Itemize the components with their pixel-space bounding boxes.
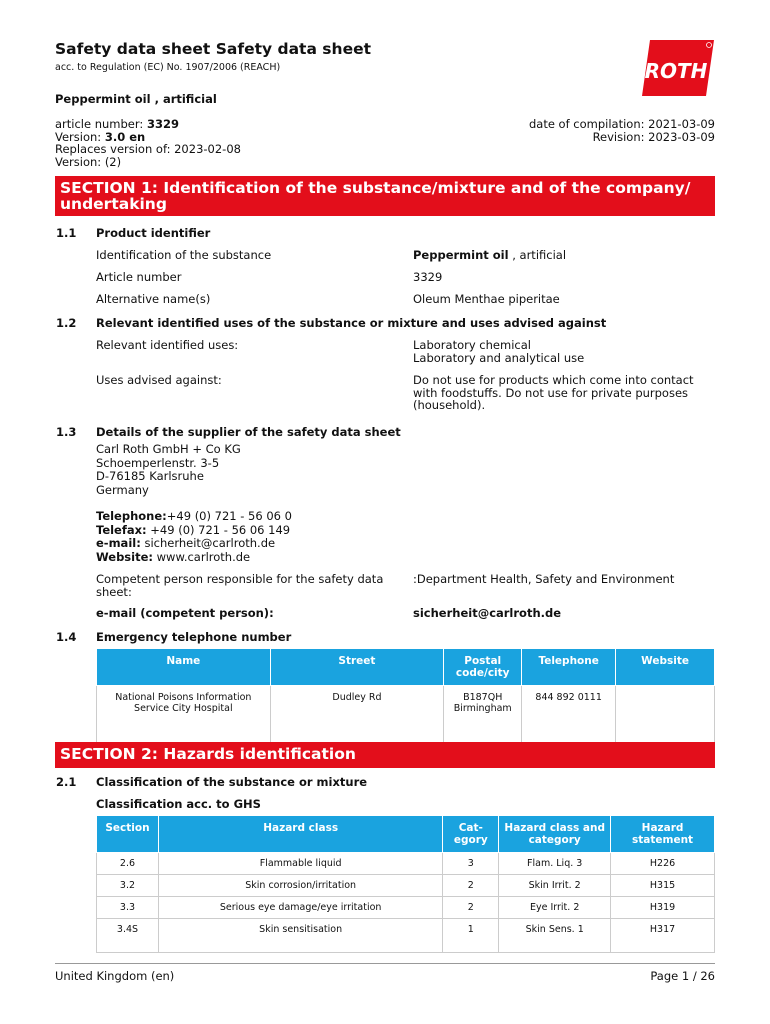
article-number: article number: 3329: [55, 117, 179, 131]
table-cell: Flam. Liq. 3: [499, 853, 611, 875]
table-row: [97, 875, 715, 897]
table-cell: Eye Irrit. 2: [499, 897, 611, 919]
section1-header: SECTION 1: Identification of the substance/mixture and of the company/ undertaking: [55, 176, 715, 216]
subsection-title: Emergency telephone number: [96, 630, 292, 644]
table-row: [97, 897, 715, 919]
document-meta-right: [529, 118, 715, 143]
field-label: Relevant identified uses:: [96, 338, 239, 352]
table-cell: 3: [443, 853, 499, 875]
table-cell: [616, 686, 715, 748]
subsection-number: 1.4: [56, 630, 77, 644]
table-cell: 2: [443, 897, 499, 919]
column-header: Postal code/city: [444, 649, 522, 686]
supplier-address: Carl Roth GmbH + Co KG Schoemperlenstr. 3-5 D-76185 Karlsruhe Germany: [96, 442, 241, 497]
column-header: Cat-egory: [443, 816, 499, 853]
column-header: Hazard class and category: [499, 816, 611, 853]
subsection-number: 1.3: [56, 425, 77, 439]
table-cell: H315: [611, 875, 715, 897]
field-value: Laboratory chemical Laboratory and analytical use: [413, 338, 585, 365]
telefax: Telefax: +49 (0) 721 - 56 06 149: [96, 522, 291, 537]
table-cell: H317: [611, 919, 715, 953]
field-label: Uses advised against:: [96, 373, 222, 387]
revision-date: Revision: 2023-03-09: [592, 129, 715, 144]
replaces-version-number: Version: (2): [55, 154, 122, 169]
roth-logo: [642, 40, 714, 96]
table-cell: 844 892 0111: [522, 686, 616, 748]
footer-divider: [55, 963, 715, 964]
table-cell: 1: [443, 919, 499, 953]
document-meta-left: [55, 118, 241, 168]
field-label: Identification of the substance: [96, 248, 272, 262]
subsection-title: Details of the supplier of the safety data sheet: [96, 425, 401, 439]
replaces-version: Replaces version of: 2023-02-08: [55, 142, 241, 156]
field-label: Alternative name(s): [96, 292, 211, 306]
subsection-number: 2.1: [56, 775, 77, 789]
table-cell: H226: [611, 853, 715, 875]
table-cell: 3.2: [97, 875, 159, 897]
table-cell: Dudley Rd: [270, 686, 444, 748]
column-header: Website: [616, 649, 715, 686]
table-cell: National Poisons Information Service City Hospital: [97, 686, 271, 748]
field-value: Peppermint oil , artificial: [413, 248, 567, 262]
column-header: Telephone: [522, 649, 616, 686]
document-title: Safety data sheet Safety data sheet: [55, 40, 372, 58]
field-value: Oleum Menthae piperitae: [413, 292, 560, 306]
table-header-row: [97, 649, 715, 686]
field-label: Article number: [96, 270, 182, 284]
column-header: Hazard statement: [611, 816, 715, 853]
column-header: Street: [270, 649, 444, 686]
table-cell: Serious eye damage/eye irritation: [158, 897, 442, 919]
table-row: [97, 686, 715, 748]
field-label: e-mail (competent person):: [96, 606, 274, 620]
column-header: Name: [97, 649, 271, 686]
page-number: Page 1 / 26: [650, 969, 715, 983]
website-link[interactable]: Website: www.carlroth.de: [96, 549, 251, 564]
table-cell: Skin Irrit. 2: [499, 875, 611, 897]
product-name: Peppermint oil , artificial: [55, 92, 217, 106]
version: Version: 3.0 en: [55, 129, 146, 144]
column-header: Section: [97, 816, 159, 853]
section2-header: SECTION 2: Hazards identification: [55, 742, 715, 768]
table-header-row: [97, 816, 715, 853]
field-value: :Department Health, Safety and Environment: [413, 572, 675, 586]
logo-text: ROTH: [644, 59, 708, 83]
telephone: Telephone:+49 (0) 721 - 56 06 0: [96, 509, 292, 523]
field-value: 3329: [413, 270, 443, 284]
field-value: Do not use for products which come into contact with foodstuffs. Do not use for private purposes (household).: [413, 373, 694, 412]
table-cell: 2.6: [97, 853, 159, 875]
regulation-text: acc. to Regulation (EC) No. 1907/2006 (REACH): [55, 62, 281, 73]
table-cell: H319: [611, 897, 715, 919]
table-cell: Skin sensitisation: [158, 919, 442, 953]
footer-country: United Kingdom (en): [55, 969, 175, 983]
ghs-classification-table: [96, 815, 715, 953]
subsection-number: 1.1: [56, 226, 77, 240]
table-row: [97, 919, 715, 953]
email-link[interactable]: e-mail: sicherheit@carlroth.de: [96, 536, 276, 550]
table-cell: Skin corrosion/irritation: [158, 875, 442, 897]
subsection-title: Relevant identified uses of the substance or mixture and uses advised against: [96, 316, 607, 330]
table-cell: Flammable liquid: [158, 853, 442, 875]
table-row: [97, 853, 715, 875]
table-cell: 3.3: [97, 897, 159, 919]
supplier-contacts: [96, 510, 292, 564]
subsection-title: Product identifier: [96, 226, 211, 240]
field-label: Competent person responsible for the safety data sheet:: [96, 572, 384, 599]
competent-email-link[interactable]: sicherheit@carlroth.de: [413, 606, 562, 620]
table-cell: Skin Sens. 1: [499, 919, 611, 953]
subsection-title: Classification of the substance or mixture: [96, 775, 368, 789]
table-cell: 3.4S: [97, 919, 159, 953]
column-header: Hazard class: [158, 816, 442, 853]
ghs-title: Classification acc. to GHS: [96, 797, 261, 811]
subsection-number: 1.2: [56, 316, 77, 330]
compilation-date: date of compilation: 2021-03-09: [528, 117, 715, 131]
emergency-table: [96, 648, 715, 748]
table-cell: 2: [443, 875, 499, 897]
table-cell: B187QH Birmingham: [444, 686, 522, 748]
